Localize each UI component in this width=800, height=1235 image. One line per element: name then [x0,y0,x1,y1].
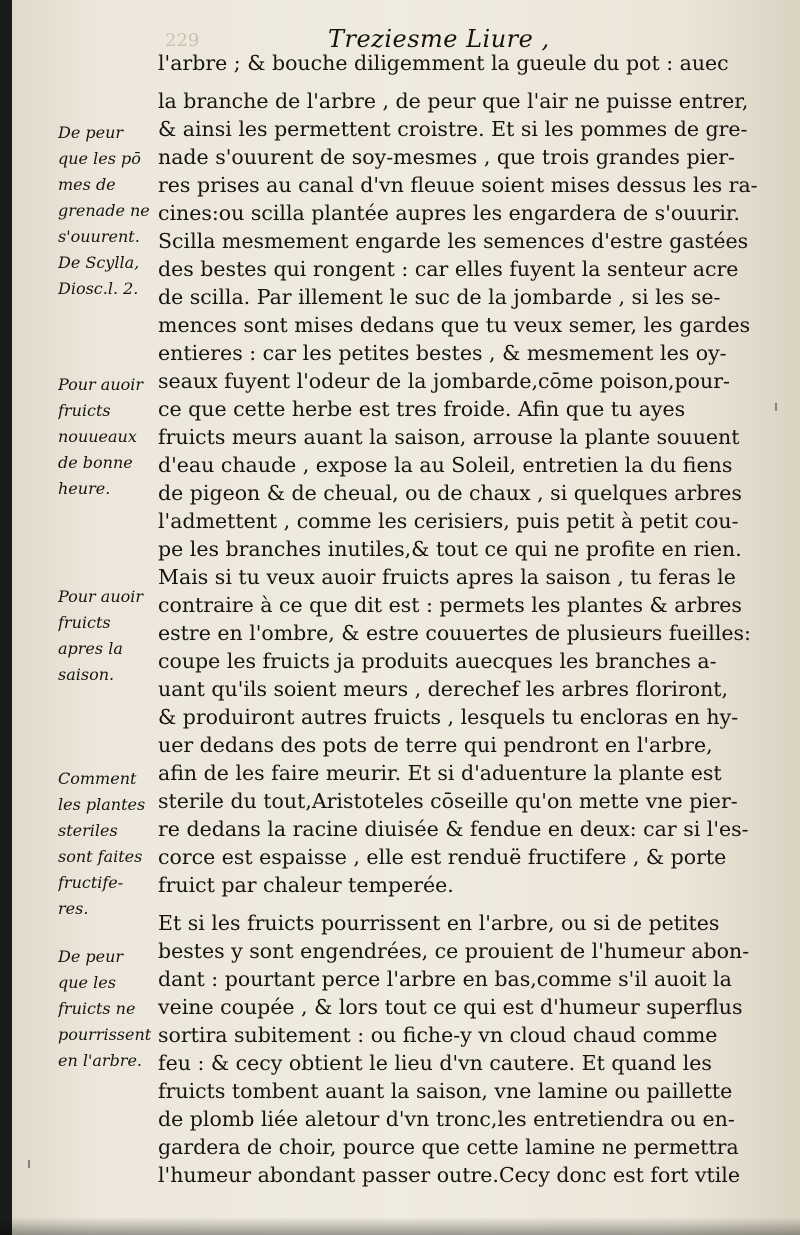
margin-note: Pour auoir [58,375,144,394]
body-line: l'humeur abondant passer outre.Cecy donc est fort vtile [158,1163,740,1187]
body-line: Et si les fruicts pourrissent en l'arbre, ou si de petites [158,911,720,935]
body-line: gardera de choir, pource que cette lamine ne permettra [158,1135,739,1159]
margin-note: de bonne [58,453,133,472]
body-line: nade s'ouurent de soy-mesmes , que trois grandes pier- [158,145,735,169]
margin-note: en l'arbre. [58,1051,143,1070]
body-line: res prises au canal d'vn fleuue soient mises dessus les ra- [158,173,758,197]
body-line: des bestes qui rongent : car elles fuyent la senteur acre [158,257,739,281]
margin-note: fruicts [58,613,111,632]
margin-note: Pour auoir [58,587,144,606]
ink-speck [775,403,777,411]
margin-note: s'ouurent. [58,227,140,246]
margin-note: steriles [58,821,118,840]
ink-speck [28,1160,30,1168]
margin-note: que les pō [58,149,141,168]
margin-note: grenade ne [58,201,150,220]
body-line: pe les branches inutiles,& tout ce qui ne profite en rien. [158,537,742,561]
body-line: contraire à ce que dit est : permets les plantes & arbres [158,593,742,617]
margin-note: Diosc.l. 2. [58,279,139,298]
margin-note: De peur [58,947,124,966]
margin-note: que les [58,973,116,992]
body-line: & produiront autres fruicts , lesquels tu encloras en hy- [158,705,739,729]
body-line: d'eau chaude , expose la au Soleil, entretien la du fiens [158,453,733,477]
margin-note: heure. [58,479,111,498]
margin-note: mes de [58,175,116,194]
body-line: de plomb liée aletour d'vn tronc,les entretiendra ou en- [158,1107,735,1131]
margin-note: De Scylla, [58,253,140,272]
body-line: sortira subitement : ou fiche-y vn cloud chaud comme [158,1023,718,1047]
body-line: dant : pourtant perce l'arbre en bas,comme s'il auoit la [158,967,732,991]
body-line: corce est espaisse , elle est renduë fructifere , & porte [158,845,727,869]
body-line: fruict par chaleur temperée. [158,873,454,897]
body-line: fruicts meurs auant la saison, arrouse la plante souuent [158,425,740,449]
margin-note: pourrissent [58,1025,152,1044]
body-line: ce que cette herbe est tres froide. Afin que tu ayes [158,397,686,421]
margin-note: fructife- [58,873,124,892]
scan-bottom-shadow [0,1217,800,1235]
body-line: & ainsi les permettent croistre. Et si les pommes de gre- [158,117,748,141]
body-line: estre en l'ombre, & estre couuertes de plusieurs fueilles: [158,621,751,645]
body-line: re dedans la racine diuisée & fendue en deux: car si l'es- [158,817,749,841]
margin-note: De peur [58,123,124,142]
body-line: Scilla mesmement engarde les semences d'estre gastées [158,229,749,253]
scan-edge-shadow [0,0,12,1235]
margin-note: apres la [58,639,123,658]
body-line: sterile du tout,Aristoteles cōseille qu'on mette vne pier- [158,789,738,813]
margin-note: nouueaux [58,427,137,446]
body-line: l'admettent , comme les cerisiers, puis petit à petit cou- [158,509,739,533]
margin-note: res. [58,899,89,918]
body-line: la branche de l'arbre , de peur que l'air ne puisse entrer, [158,89,749,113]
body-line: veine coupée , & lors tout ce qui est d'humeur superflus [158,995,743,1019]
body-line: bestes y sont engendrées, ce prouient de l'humeur abon- [158,939,750,963]
body-line: cines:ou scilla plantée aupres les engardera de s'ouurir. [158,201,740,225]
body-line: uant qu'ils soient meurs , derechef les arbres floriront, [158,677,729,701]
margin-note: saison. [58,665,115,684]
margin-note: Comment [58,769,137,788]
body-line: mences sont mises dedans que tu veux semer, les gardes [158,313,751,337]
body-line: l'arbre ; & bouche diligemment la gueule du pot : auec [158,51,729,75]
body-line: Mais si tu veux auoir fruicts apres la saison , tu feras le [158,565,736,589]
body-line: feu : & cecy obtient le lieu d'vn cautere. Et quand les [158,1051,712,1075]
margin-note: sont faites [58,847,143,866]
body-line: afin de les faire meurir. Et si d'aduenture la plante est [158,761,722,785]
running-head: Treziesme Liure , [328,25,550,53]
margin-note: fruicts [58,401,111,420]
bleed-through-page-number: 229 [165,30,200,51]
body-line: coupe les fruicts ja produits auecques les branches a- [158,649,717,673]
body-line: uer dedans des pots de terre qui pendront en l'arbre, [158,733,713,757]
body-line: de scilla. Par illement le suc de la jombarde , si les se- [158,285,721,309]
body-line: de pigeon & de cheual, ou de chaux , si quelques arbres [158,481,742,505]
body-line: seaux fuyent l'odeur de la jombarde,cōme poison,pour- [158,369,730,393]
body-line: entieres : car les petites bestes , & mesmement les oy- [158,341,727,365]
margin-note: fruicts ne [58,999,136,1018]
margin-note: les plantes [58,795,146,814]
body-line: fruicts tombent auant la saison, vne lamine ou paillette [158,1079,733,1103]
